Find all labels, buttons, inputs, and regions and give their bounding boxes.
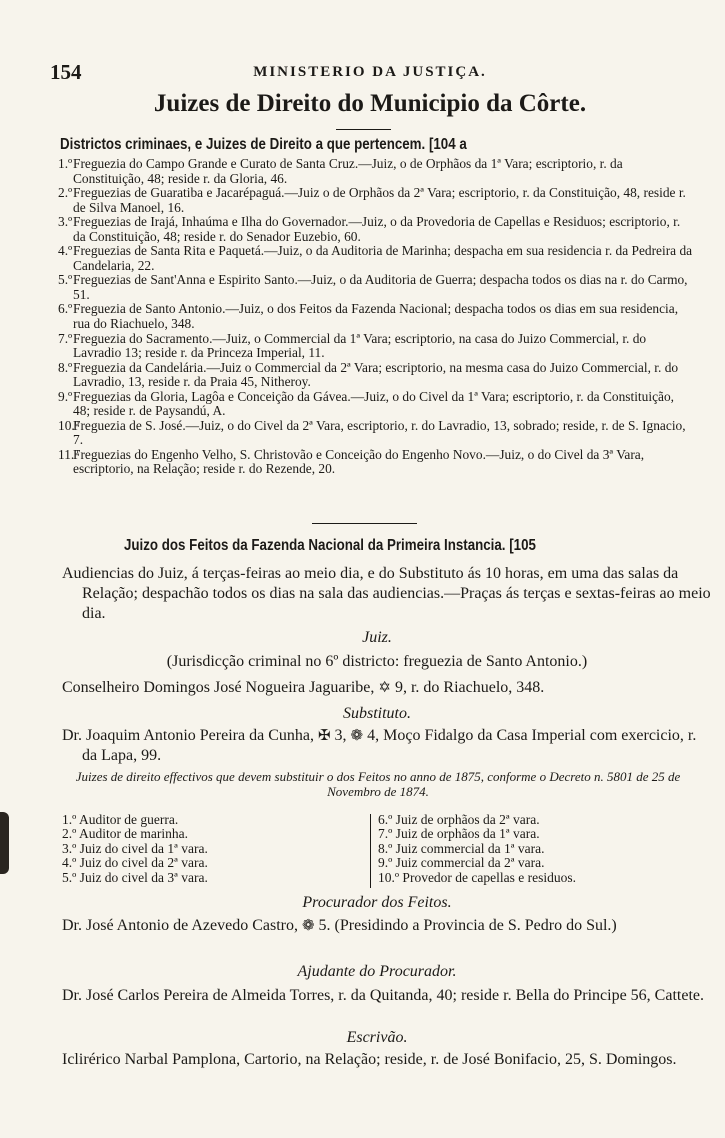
section1-heading-text: Districtos criminaes, e Juizes de Direito a que pertencem. xyxy=(60,136,426,153)
list-item xyxy=(58,157,694,186)
item-text: Freguezias de Guaratiba e Jacarépaguá.—Juiz o de Orphãos da 2ª Vara; escriptorio, r. da Constituição, 48, reside r. de Silva Manoel, 16. xyxy=(73,185,686,215)
list-item: 8.º Juiz commercial da 1ª vara. xyxy=(378,840,545,856)
item-text: Freguezia do Campo Grande e Curato de Santa Cruz.—Juiz, o de Orphãos da 1ª Vara; escriptorio, r. da Constituição, 48; reside r. da Gloria, 46. xyxy=(73,156,623,186)
juiz-name: Conselheiro Domingos José Nogueira Jaguaribe, xyxy=(62,679,375,696)
section2-heading-text: Juizo dos Feitos da Fazenda Nacional da Primeira Instancia. xyxy=(124,537,506,554)
item-number: 7.º xyxy=(58,330,73,346)
escrivao-text: Iclirérico Narbal Pamplona, Cartorio, na Relação; reside, r. de José Bonifacio, 25, S. Domingos. xyxy=(62,1051,677,1068)
list-item: 10.º Provedor de capellas e residuos. xyxy=(378,869,577,885)
item-number: 3.º xyxy=(58,214,73,230)
list-item xyxy=(58,390,694,419)
section2-heading xyxy=(124,537,674,555)
list-item xyxy=(58,361,694,390)
substitutes-right xyxy=(378,813,688,885)
item-text: Freguezia de S. José.—Juiz, o do Civel da 2ª Vara, escriptorio, r. do Lavradio, 13, sobrado; reside, r. de S. Ignacio, 7. xyxy=(73,417,686,448)
juiz-address: 9, r. do Riachuelo, 348. xyxy=(394,679,545,696)
item-number: 11.º xyxy=(58,446,79,462)
item-text: Freguezia da Candelária.—Juiz o Commercial da 2ª Vara; escriptorio, na mesma casa do Juizo Commercial, r. do Lavradio, 13, reside r. da Praia 45, Nitheroy. xyxy=(73,359,679,390)
section-divider xyxy=(312,523,417,524)
item-number: 5.º xyxy=(58,272,73,288)
jurisdiccao-text: (Jurisdicção criminal no 6º districto: freguezia de Santo Antonio.) xyxy=(166,653,588,670)
item-text: Freguezias de Irajá, Inhaúma e Ilha do Governador.—Juiz, o da Provedoria de Capellas e Residuos; escriptorio, r. da Constituição, 48; reside r. do Senador Euzebio, 60. xyxy=(73,214,681,244)
item-number: 8.º xyxy=(58,359,73,375)
procurador-name: Dr. José Antonio de Azevedo Castro, xyxy=(62,917,298,934)
substitution-note: Juizes de direito effectivos que devem substituir o dos Feitos no anno de 1875, conforme o Decreto n. 5801 de 25 de Novembro de 1874. xyxy=(75,769,681,799)
juiz-entry xyxy=(62,678,692,698)
column-divider xyxy=(370,814,371,888)
juiz-label: Juiz. xyxy=(362,629,392,646)
item-text: Freguezias de Sant'Anna e Espirito Santo.—Juiz, o da Auditoria de Guerra; despacha todos os dias na r. do Carmo, 51. xyxy=(73,272,688,302)
list-item xyxy=(58,273,694,302)
list-item: 9.º Juiz commercial da 2ª vara. xyxy=(378,855,545,871)
list-item: 7.º Juiz de orphãos da 1ª vara. xyxy=(378,826,540,842)
star-order-icon: ✡ xyxy=(378,680,391,696)
item-number: 2.º xyxy=(58,185,73,201)
item-text: Freguezias de Santa Rita e Paquetá.—Juiz, o da Auditoria de Marinha; despacha em sua residencia r. da Pedreira da Candelaria, 22. xyxy=(73,243,693,273)
page-header xyxy=(50,60,690,86)
list-item: 3.º Juiz do civel da 1ª vara. xyxy=(62,840,208,856)
list-item xyxy=(58,332,694,361)
page-number: 154 xyxy=(50,60,82,84)
ajudante-text: Dr. José Carlos Pereira de Almeida Torres, r. da Quitanda, 40; reside r. Bella do Principe 56, Cattete. xyxy=(62,987,704,1004)
section1-ref: [104 a xyxy=(428,136,467,153)
ajudante-label: Ajudante do Procurador. xyxy=(297,963,457,980)
item-text: Freguezias do Engenho Velho, S. Christovão e Conceição do Engenho Novo.—Juiz, o do Civel da 3ª Vara, escriptorio, na Relação; reside r. do Rezende, 20. xyxy=(73,446,645,477)
substituto-entry xyxy=(62,726,712,766)
substituto-number: 3, xyxy=(334,727,347,744)
list-item: 2.º Auditor de marinha. xyxy=(62,826,189,842)
item-number: 6.º xyxy=(58,301,73,317)
running-title: MINISTERIO DA JUSTIÇA. xyxy=(253,64,487,80)
rose-order-icon: ❁ xyxy=(350,728,364,744)
item-number: 1.º xyxy=(58,156,73,171)
list-item: 1.º Auditor de guerra. xyxy=(62,812,179,827)
list-item: 4.º Juiz do civel da 2ª vara. xyxy=(62,855,208,871)
item-text: Freguezia de Santo Antonio.—Juiz, o dos Feitos da Fazenda Nacional; despacha todos os dias em sua residencia, rua do Riachuelo, 348. xyxy=(73,301,679,332)
substituto-label: Substituto. xyxy=(342,705,411,722)
section1-heading xyxy=(60,136,610,154)
list-item: 6.º Juiz de orphãos da 2ª vara. xyxy=(378,812,540,827)
title-rule xyxy=(336,129,391,130)
audiencias-paragraph: Audiencias do Juiz, á terças-feiras ao meio dia, e do Substituto ás 10 horas, em uma das salas da Relação; despachão todos os dias na sala das audiencias.—Praças ás terças e sextas-feiras ao meio dia. xyxy=(62,565,711,622)
list-item xyxy=(58,448,694,477)
item-number: 10.º xyxy=(58,417,79,433)
item-text: Freguezias da Gloria, Lagôa e Conceição da Gávea.—Juiz, o do Civel da 1ª Vara; escriptorio, r. da Constituição, 48; reside r. de Paysandú, A. xyxy=(73,388,675,419)
procurador-rest: 5. (Presidindo a Provincia de S. Pedro do Sul.) xyxy=(318,917,617,934)
page-title: Juizes de Direito do Municipio da Côrte. xyxy=(153,90,587,117)
ink-blot xyxy=(0,812,9,874)
list-item xyxy=(58,419,694,448)
substituto-rest: 4, Moço Fidalgo da Casa Imperial com exercicio, r. da Lapa, 99. xyxy=(82,727,697,764)
escrivao-label: Escrivão. xyxy=(346,1029,408,1046)
procurador-label: Procurador dos Feitos. xyxy=(302,894,452,911)
item-text: Freguezia do Sacramento.—Juiz, o Commercial da 1ª Vara; escriptorio, na casa do Juizo Commercial, r. do Lavradio 13; reside r. da Princeza Imperial, 11. xyxy=(73,330,647,361)
list-item xyxy=(58,186,694,215)
item-number: 9.º xyxy=(58,388,73,404)
cross-order-icon: ✠ xyxy=(317,728,331,744)
list-item xyxy=(58,215,694,244)
rose-order-icon: ❁ xyxy=(301,918,315,934)
list-item xyxy=(58,244,694,273)
district-list xyxy=(58,157,694,477)
substituto-name: Dr. Joaquim Antonio Pereira da Cunha, xyxy=(62,727,314,744)
procurador-entry xyxy=(62,916,712,936)
list-item: 5.º Juiz do civel da 3ª vara. xyxy=(62,869,208,885)
section2-ref: [105 xyxy=(509,537,536,554)
list-item xyxy=(58,302,694,331)
substitutes-left xyxy=(62,813,342,885)
item-number: 4.º xyxy=(58,243,73,259)
